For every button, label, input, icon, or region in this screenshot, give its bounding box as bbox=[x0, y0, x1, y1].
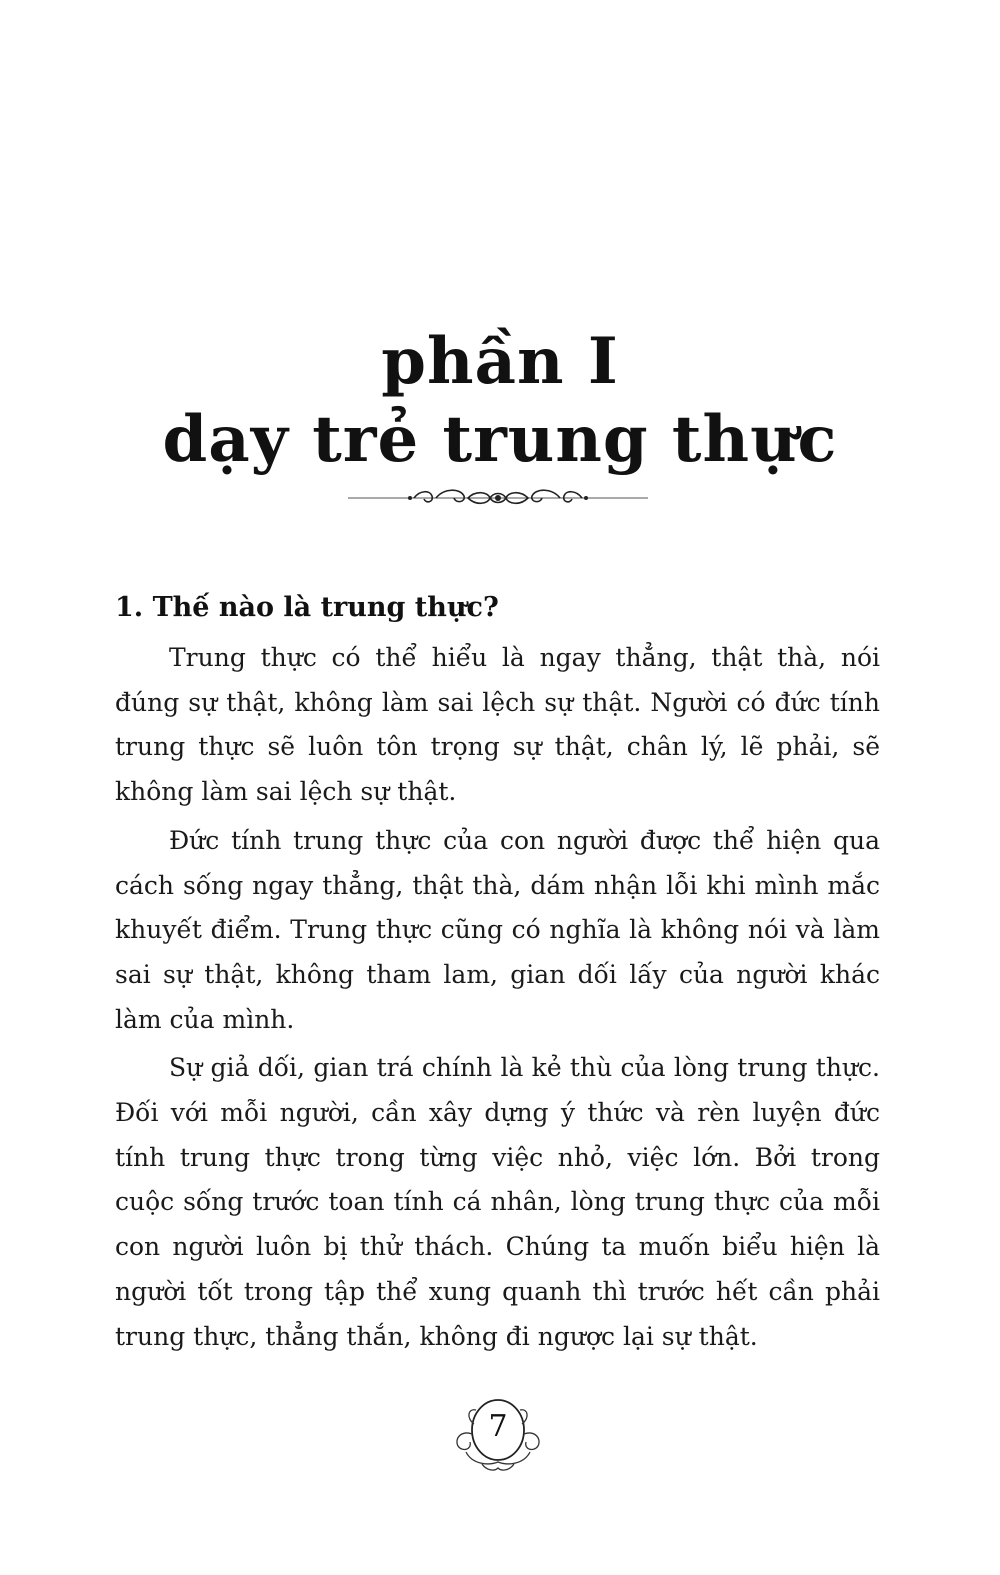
section-heading: 1. Thế nào là trung thực? bbox=[115, 592, 499, 623]
body-text bbox=[115, 636, 880, 1363]
paragraph: Trung thực có thể hiểu là ngay thẳng, thật thà, nói đúng sự thật, không làm sai lệch sự thật. Người có đức tính trung thực sẽ luôn tôn trọng sự thật, chân lý, lẽ phải, sẽ không làm sai lệch sự thật. bbox=[115, 643, 880, 807]
part-title: phần I bbox=[381, 324, 619, 399]
page-number-badge bbox=[448, 1394, 548, 1480]
page-number: 7 bbox=[488, 1409, 508, 1444]
ornamental-divider-icon bbox=[348, 484, 648, 512]
part-subtitle: dạy trẻ trung thực bbox=[162, 402, 838, 477]
paragraph: Đức tính trung thực của con người được thể hiện qua cách sống ngay thẳng, thật thà, dám nhận lỗi khi mình mắc khuyết điểm. Trung thực cũng có nghĩa là không nói và làm sai sự thật, không tham lam, gian dối lấy của người khác làm của mình. bbox=[115, 825, 880, 1034]
paragraph: Sự giả dối, gian trá chính là kẻ thù của lòng trung thực. Đối với mỗi người, cần xây dựng ý thức và rèn luyện đức tính trung thực trong từng việc nhỏ, việc lớn. Bởi trong cuộc sống trước toan tính cá nhân, lòng trung thực của mỗi con người luôn bị thử thách. Chúng ta muốn biểu hiện là người tốt trong tập thể xung quanh thì trước hết cần phải trung thực, thẳng thắn, không đi ngược lại sự thật. bbox=[115, 1053, 880, 1351]
